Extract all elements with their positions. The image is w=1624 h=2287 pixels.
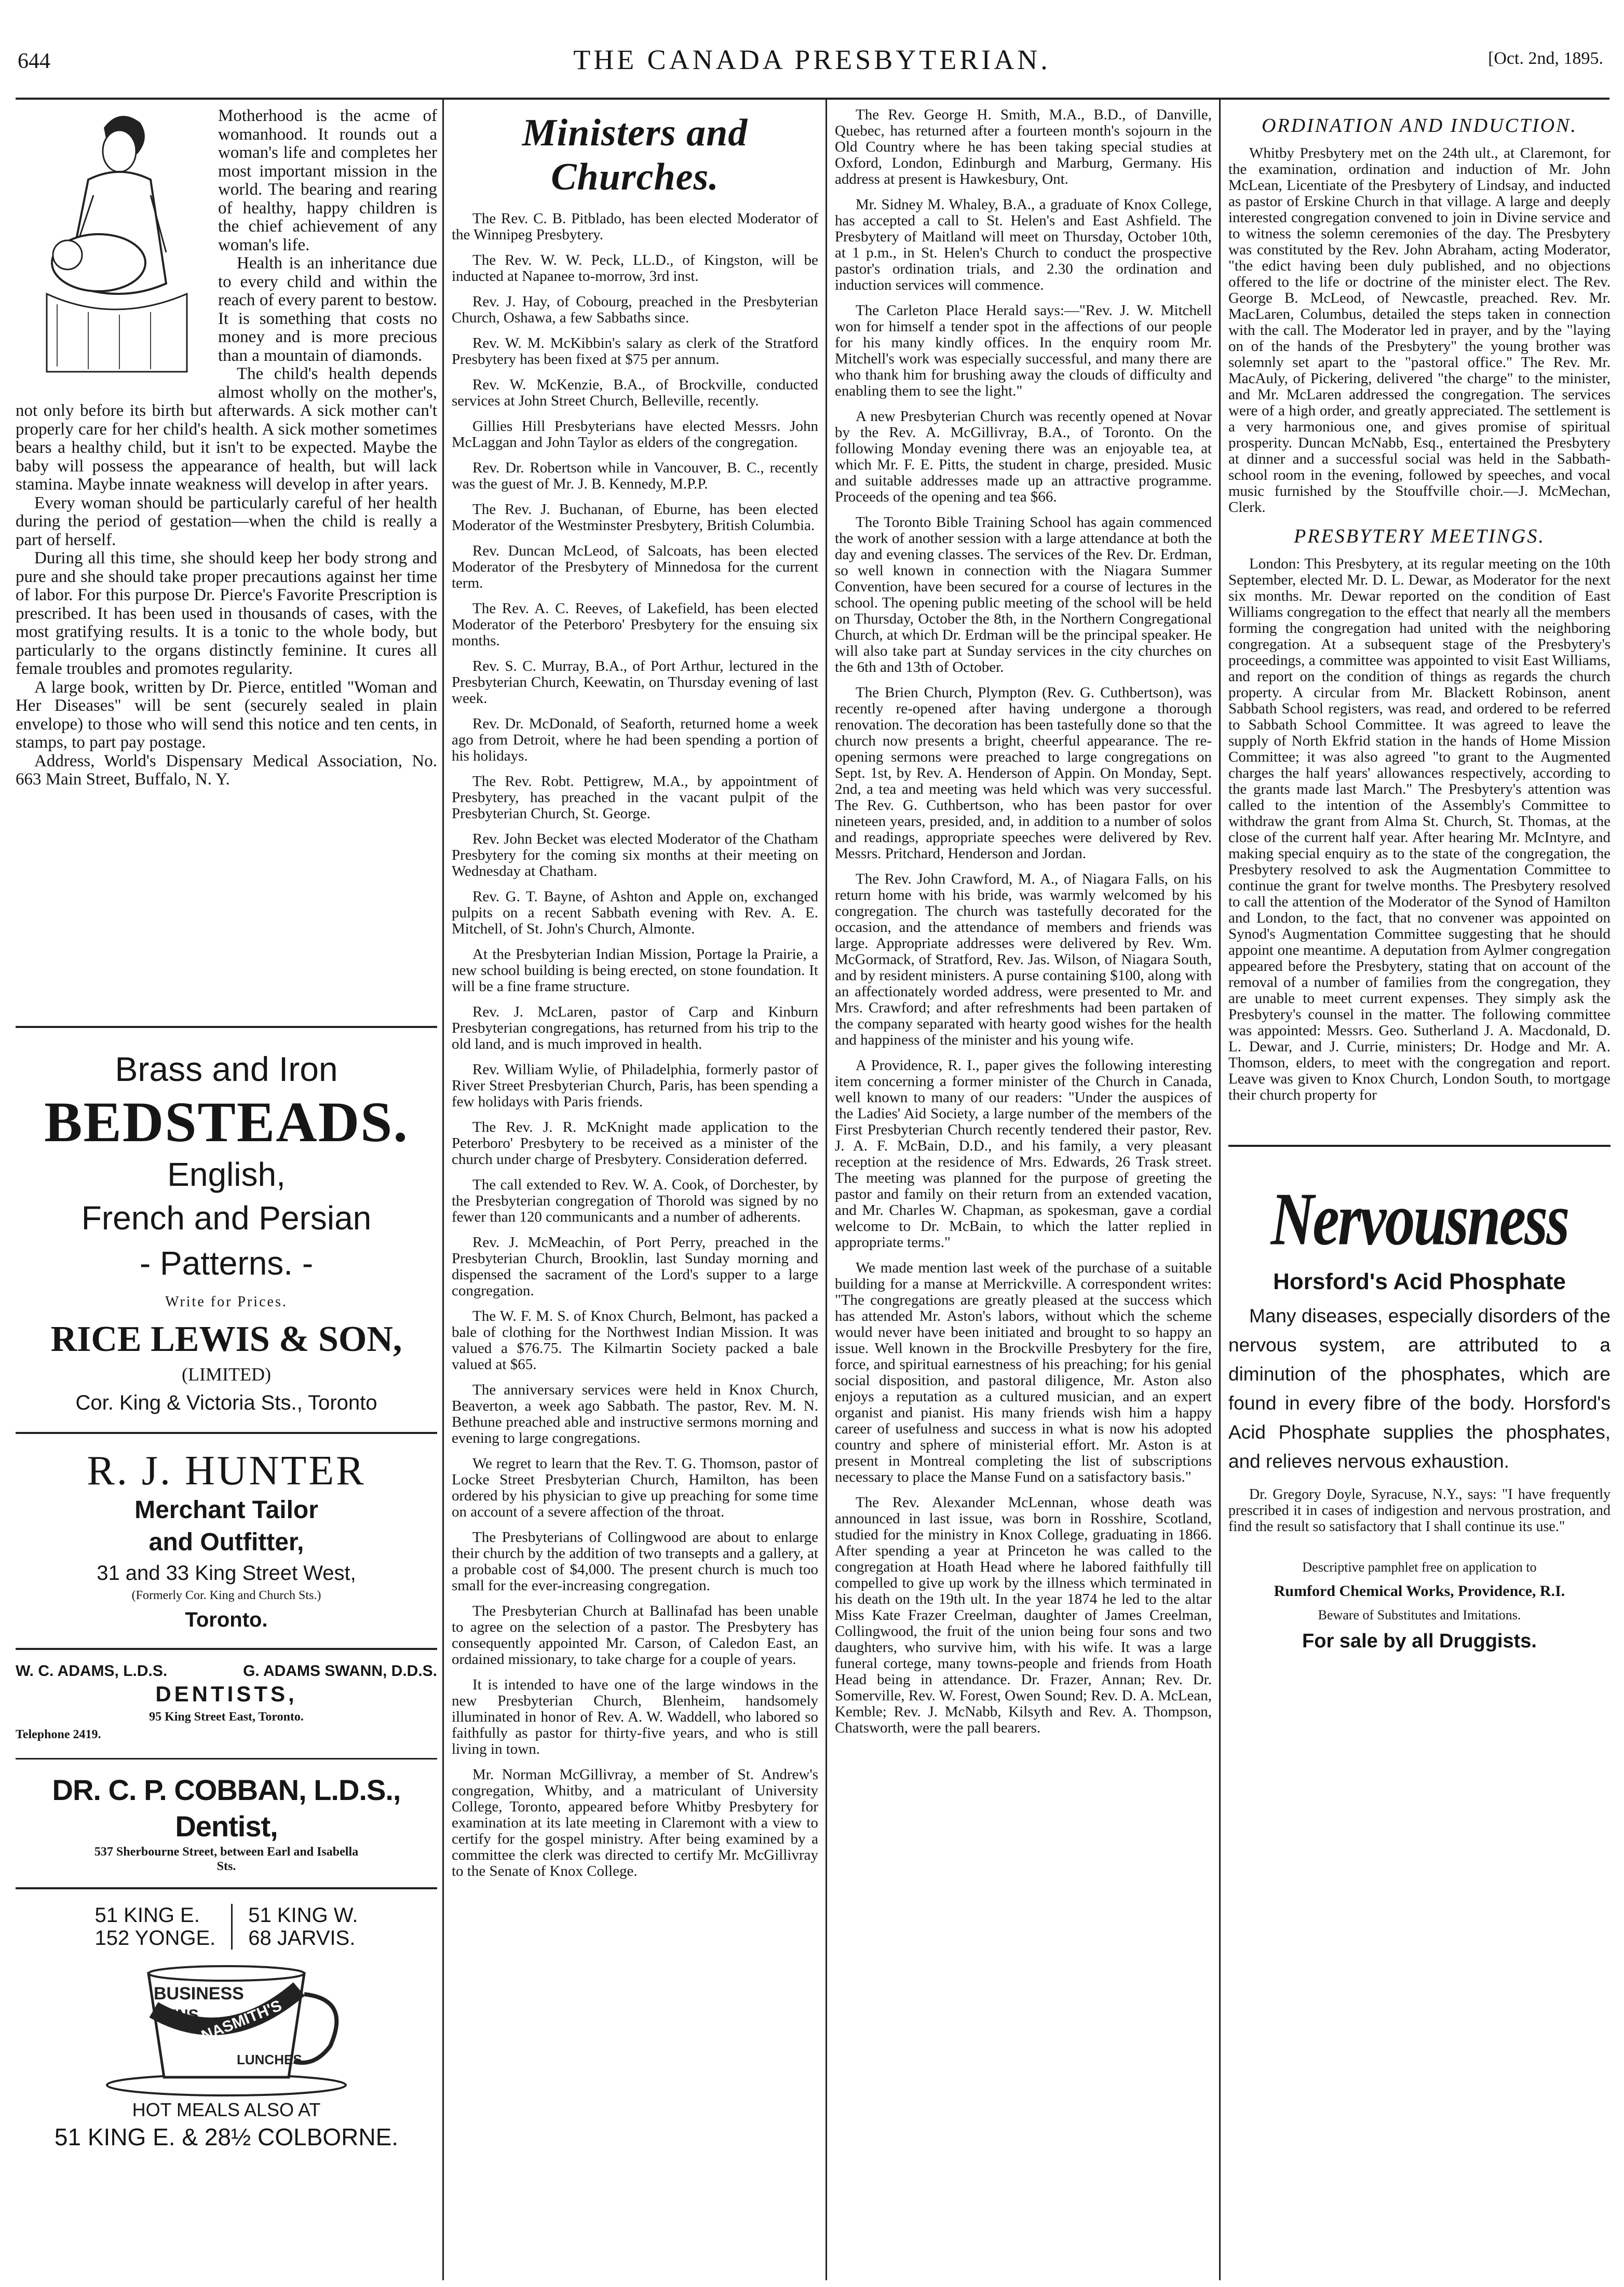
ad-paragraph: Address, World's Dispensary Medical Association, No. 663 Main Street, Buffalo, N. Y.	[16, 751, 437, 789]
church-news-column	[835, 107, 1212, 2277]
cobban-line-2: 537 Sherbourne Street, between Earl and Isabella Sts.	[94, 1845, 359, 1873]
news-item: Rev. John Becket was elected Moderator of the Chatham Presbytery for the coming six months at their meeting on Wednesday at Chatham.	[452, 831, 818, 879]
ad-paragraph: Health is an inheritance due to every child and within the reach of every parent to bestow. It is something that costs no money and is more precious than a mountain of diamonds.	[218, 254, 437, 365]
news-item: The Rev. Alexander McLennan, whose death was announced in last issue, was born in Rosshire, Scotland, studied for the ministry in Knox College, graduating in 1866. After spending a year at Princeton he was called to the congregation at Hoath Head where he labored faithfully till compelled to give up work by the illness which terminated in his death on the 19th ult. In the year 1874 he led to the altar Miss Kate Frazer Creelman, daughter of James Creelman, Collingwood, the fruit of the union being four sons and two daughters, who survive him, with his wife. It was a large funeral cortege, many towns-people and friends from Hoath Head being in attendance. Dr. Frazer, Annan; Rev. Dr. Somerville, Rev. W. Forest, Owen Sound; Rev. D. A. McLean, Kemble; Rev. J. McNabb, Kilsyth and Rev. A. Thompson, Chatsworth, were the pall bearers.	[835, 1494, 1212, 1736]
horsford-footer-2: Rumford Chemical Works, Providence, R.I.	[1274, 1582, 1565, 1600]
horsford-title: Nervousness	[1270, 1178, 1568, 1261]
news-item: A Providence, R. I., paper gives the following interesting item concerning a former minister of the Church in Canada, well known to many of our readers: "Under the auspices of the Ladies' Aid Society, a large number of the members of the First Presbyterian Church recently tendered their pastor, Rev. J. A. F. McBain, D.D., and his family, a very pleasant reception at the residence of Mrs. Edwards, 26 Trask street. The meeting was planned for the purpose of greeting the pastor and family on their return from an extended vacation, and Mr. Charles W. Chapman, as spokesman, gave a cordial welcome to Dr. McBain, to which the latter replied in appropriate terms."	[835, 1057, 1212, 1251]
ad-rule	[1228, 1145, 1611, 1147]
page-header	[0, 0, 1624, 104]
news-item: The call extended to Rev. W. A. Cook, of Dorchester, by the Presbyterian congregation of Thorold was signed by no fewer than 120 communicants and a number of adherents.	[452, 1176, 818, 1225]
hunter-advertisement	[16, 1447, 437, 1636]
nasmith-address-1: 51 KING E.	[94, 1904, 200, 1927]
nasmith-line-2: 51 KING E. & 28½ COLBORNE.	[54, 2123, 399, 2150]
news-item: A new Presbyterian Church was recently opened at Novar by the Rev. A. McGillivray, B.A., of Toronto. On the following Monday evening there was an enjoyable tea, at which Mr. F. E. Pitts, the student in charge, presided. Music and suitable addresses made up an attractive programme. Proceeds of the opening and tea $66.	[835, 408, 1212, 505]
nasmith-address-4: 68 JARVIS.	[248, 1927, 356, 1950]
ad-paragraph: The child's health depends almost wholly on the mother's, not only before its birth but afterwards. A sick mother can't properly care for her child's health. A sick mother sometimes bears a healthy child, but it isn't to be expected. Maybe the baby will possess the appearance of health, but will lack stamina. Maybe innate weakness will develop in after years.	[16, 364, 437, 494]
ordination-heading: ORDINATION AND INDUCTION.	[1261, 115, 1578, 137]
bedsteads-line-5: - Patterns. -	[139, 1244, 314, 1282]
news-item: We regret to learn that the Rev. T. G. Thomson, pastor of Locke Street Presbyterian Church, Hamilton, has been ordered by his physician to give up preaching for some time on account of a severe affection of the throat.	[452, 1455, 818, 1520]
horsford-advertisement	[1228, 1178, 1611, 1655]
issue-date: [Oct. 2nd, 1895.	[1488, 49, 1603, 68]
dentists-title: DENTISTS,	[155, 1682, 297, 1706]
news-item: The Rev. W. W. Peck, LL.D., of Kingston, will be inducted at Napanee to-morrow, 3rd inst.	[452, 252, 818, 285]
ad-rule	[16, 1758, 437, 1760]
news-item: Rev. W. M. McKibbin's salary as clerk of the Stratford Presbytery has been fixed at $75 per annum.	[452, 335, 818, 368]
news-item: The Toronto Bible Training School has again commenced the work of another session with a large attendance at both the day and evening classes. The services of the Rev. Dr. Erdman, so well known in connection with the Niagara Summer Convention, have been secured for a course of lectures in the school. The opening public meeting of the school will be held on Thursday, October the 8th, in the Northern Congregational Church, at which Dr. Erdman will be the principal speaker. He will also take part at Sunday services in the city churches on the 6th and 13th of October.	[835, 514, 1212, 675]
news-item: Rev. W. McKenzie, B.A., of Brockville, conducted services at John Street Church, Belleville, recently.	[452, 376, 818, 409]
news-item: Mr. Norman McGillivray, a member of St. Andrew's congregation, Whitby, and a matriculant of University College, Toronto, appeared before Whitby Presbytery for examination at its late meeting in Claremont with a view to certify for the gospel ministry. After being examined by a committee the clerk was directed to certify Mr. McGillivray to the Senate of Knox College.	[452, 1766, 818, 1879]
hunter-line-3: and Outfitter,	[148, 1528, 304, 1556]
dentist-name-1: W. C. ADAMS, L.D.S.	[16, 1662, 168, 1680]
section-heading: Ministers and Churches.	[522, 112, 748, 198]
horsford-body: Many diseases, especially disorders of the nervous system, are attributed to a diminution of the phosphates, which are found in every fibre of the body. Horsford's Acid Phosphate supplies the phosphates, and relieves nervous exhaustion.	[1228, 1305, 1611, 1472]
hunter-line-6: Toronto.	[185, 1608, 268, 1631]
ad-paragraph: Motherhood is the acme of womanhood. It rounds out a woman's life and completes her most important mission in the world. The bearing and rearing of healthy, happy children is the chief achievement of any woman's life.	[218, 107, 437, 254]
presbytery-meetings-report: London: This Presbytery, at its regular meeting on the 10th September, elected Mr. D. L. Dewar, as Moderator for the next six months. Mr. Dewar reported on the condition of East Williams congregation to the effect that nearly all the members forming the congregation had united with the neighboring congregation. At a subsequent stage of the Presbytery's proceedings, a committee was appointed to visit East Williams, and report on the condition of things as regards the church property. A circular from Mr. Blackett Robinson, anent Sabbath School registers, was read, and ordered to be referred to Sabbath School Committee. It was agreed to leave the supply of North Ekfrid station in the hands of Home Mission Committee; it was also agreed "to grant to the Augmented charges the half years' allowances respectively, according to the grants made last March." The Presbytery's attention was called to the intention of the Assembly's Committee to withdraw the grant from Alma St. Church, St. Thomas, at the close of the current half year. After hearing Mr. McIntyre, and making special enquiry as to the state of the congregation, the Presbytery resolved to ask the Augmentation Committee to continue the grant for twelve months. The Presbytery resolved to call the attention of the Moderator of the Synod of Hamilton and London, to the fact, that no convener was appointed on Synod's Augmentation Committee suggesting that he should appoint one meantime. A deputation from Aylmer congregation appeared before the Presbytery, stating that on account of the removal of a number of families from the congregation, they are unable to meet current expenses. They simply ask the Presbytery's counsel in the matter. The following committee was appointed: Messrs. Geo. Sutherland J. A. Macdonald, D. L. Dewar, and J. Currie, ministers; Dr. Hodge and Mr. A. Thomson, elders, to meet with the congregation and report. Leave was given to Knox Church, London South, to mortgage their church property for	[1228, 556, 1611, 1103]
cup-text-3: NASMITH'S	[199, 1997, 285, 2045]
news-item: At the Presbyterian Indian Mission, Portage la Prairie, a new school building is being erected, on stone foundation. It will be a fine frame structure.	[452, 946, 818, 995]
news-item: Rev. Duncan McLeod, of Salcoats, has been elected Moderator of the Presbytery of Minnedosa for the current term.	[452, 543, 818, 591]
newspaper-title: THE CANADA PRESBYTERIAN.	[573, 44, 1051, 75]
ministers-and-churches-column	[452, 107, 818, 2277]
cobban-advertisement	[16, 1772, 437, 1874]
page-number: 644	[18, 49, 50, 73]
presbytery-column	[1228, 107, 1611, 2277]
ad-paragraph: Every woman should be particularly careful of her health during the period of gestation—when the child is really a part of herself.	[16, 493, 437, 549]
nasmith-address-3: 51 KING W.	[248, 1904, 358, 1927]
horsford-testimonial: Dr. Gregory Doyle, Syracuse, N.Y., says: "I have frequently prescribed it in cases of indigestion and nervous prostration, and find the result so satisfactory that I shall continue its use."	[1228, 1486, 1611, 1535]
bedsteads-line-4: French and Persian	[81, 1199, 372, 1237]
nasmith-line-1: HOT MEALS ALSO AT	[132, 2099, 321, 2120]
cup-text-1: BUSINESS	[154, 1984, 244, 2004]
news-item: The Rev. Robt. Pettigrew, M.A., by appointment of Presbytery, has preached in the vacant pulpit of the Presbyterian Church, St. George.	[452, 773, 818, 822]
horsford-footer-1: Descriptive pamphlet free on application to	[1302, 1560, 1537, 1575]
news-item: The Rev. John Crawford, M. A., of Niagara Falls, on his return home with his bride, was warmly welcomed by his congregation. The church was tastefully decorated for the occasion, and the attendance of members and friends was large. Appropriate addresses were delivered by Rev. Wm. McGormack, of Stratford, Rev. Jas. Wilson, of Niagara South, and by resident ministers. A purse containing $100, along with an affectionately worded address, were presented to Mr. and Mrs. Crawford; and after refreshments had been partaken of the company separated with hearty good wishes for the health and happiness of the minister and his young wife.	[835, 871, 1212, 1048]
ordination-report: Whitby Presbytery met on the 24th ult., at Claremont, for the examination, ordination and induction of Mr. John McLean, Licentiate of the Presbytery of Lindsay, and inducted as pastor of Erskine Church in that village. A large and deeply interested congregation convened to join in Divine service and to witness the solemn ceremonies of the day. The Presbytery was constituted by the Rev. John Abraham, acting Moderator, "the edict having been duly published, and no objections offered to the life or doctrine of the minister elect. The Rev. George B. McLeod, of Newcastle, preached. Rev. Mr. MacLaren, Columbus, detailed the steps taken in connection with the call. The Moderator led in prayer, and by the "laying on of the hands of the Presbytery" the young brother was solemnly set apart to the "pastoral office." The Rev. Mr. MacAuly, of Pickering, delivered "the charge" to the minister, and Mr. McLaren addressed the congregation. The services were of a high order, and greatly appreciated. The settlement is a very harmonious one, and gives promise of spiritual prosperity. Duncan McNabb, Esq., entertained the Presbytery at dinner and a successful social was held in the Sabbath-school room in the evening, followed by speeches, and vocal music furnished by the Stouffville choir.—J. McMechan, Clerk.	[1228, 145, 1611, 516]
ad-rule	[16, 1026, 437, 1028]
bedsteads-line-2: BEDSTEADS.	[44, 1090, 409, 1154]
news-item: The Presbyterians of Collingwood are about to enlarge their church by the addition of two transepts and a gallery, at a probable cost of $4,000. The present church is much too small for the ever-increasing congregation.	[452, 1529, 818, 1594]
cup-text-2: MENS	[154, 2007, 199, 2024]
news-item: Rev. William Wylie, of Philadelphia, formerly pastor of River Street Presbyterian Church, Paris, has been spending a few holidays with Paris friends.	[452, 1061, 818, 1110]
news-item: The Rev. J. R. McKnight made application to the Peterboro' Presbytery to be received as a minister of the church under charge of Presbytery. Consideration deferred.	[452, 1119, 818, 1168]
news-item: The Rev. George H. Smith, M.A., B.D., of Danville, Quebec, has returned after a fourteen month's sojourn in the Old Country where he has been taking special studies at Oxford, London, Edinburgh and Marburg, Germany. His address at present is Hawkesbury, Ont.	[835, 107, 1212, 187]
news-item: The Brien Church, Plympton (Rev. G. Cuthbertson), was recently re-opened after having undergone a thorough renovation. The decoration has been tastefully done so that the church now presents a bright, cheerful appearance. The re-opening sermons were preached to large congregations on Sept. 1st, by Rev. A. Henderson of Appin. On Monday, Sept. 2nd, a tea and meeting was held which was very successful. The Rev. G. Cuthbertson, who has been pastor for over nineteen years, presided, and, in addition to a number of solos and readings, appropriate speeches were delivered by Rev. Messrs. Pritchard, Henderson and Jordan.	[835, 684, 1212, 862]
dentist-name-2: G. ADAMS SWANN, D.D.S.	[243, 1662, 437, 1680]
ad-paragraph: A large book, written by Dr. Pierce, entitled "Woman and Her Diseases" will be sent (securely sealed in plain envelope) to those who will send this notice and ten cents, in stamps, to part pay postage.	[16, 678, 437, 752]
news-item: Rev. G. T. Bayne, of Ashton and Apple on, exchanged pulpits on a recent Sabbath evening with Rev. A. E. Mitchell, of St. John's Church, Almonte.	[452, 888, 818, 937]
news-item: The Rev. J. Buchanan, of Eburne, has been elected Moderator of the Westminster Presbytery, British Columbia.	[452, 501, 818, 534]
bedsteads-line-7: RICE LEWIS & SON,	[50, 1319, 402, 1359]
news-item: Rev. J. McMeachin, of Port Perry, preached in the Presbyterian Church, Brooklin, last Sunday morning and dispensed the sacrament of the Lord's supper to a large congregation.	[452, 1234, 818, 1299]
ad-rule	[16, 1432, 437, 1434]
column-rule-2	[825, 100, 827, 2280]
bedsteads-line-9: Cor. King & Victoria Sts., Toronto	[75, 1391, 377, 1414]
advertisement-column	[16, 107, 437, 2282]
bedsteads-line-8: (LIMITED)	[182, 1364, 271, 1385]
dentists-advertisement	[16, 1662, 437, 1743]
bedsteads-line-6: Write for Prices.	[165, 1294, 288, 1310]
presbytery-meetings-heading: PRESBYTERY MEETINGS.	[1294, 525, 1545, 547]
news-item: Rev. S. C. Murray, B.A., of Port Arthur, lectured in the Presbyterian Church, Keewatin, on Thursday evening of last week.	[452, 658, 818, 707]
news-item: The anniversary services were held in Knox Church, Beaverton, a week ago Sabbath. The pastor, Rev. M. N. Bethune preached able and instructive sermons morning and evening to large congregations.	[452, 1382, 818, 1446]
bedsteads-advertisement	[16, 1047, 437, 1418]
news-item: The Rev. C. B. Pitblado, has been elected Moderator of the Winnipeg Presbytery.	[452, 210, 818, 243]
ad-paragraph: During all this time, she should keep her body strong and pure and she should take proper precautions against her time of labor. For this purpose Dr. Pierce's Favorite Prescription is prescribed. It has been used in thousands of cases, with the most gratifying results. It is a tonic to the whole body, but particularly to the organs distinctly feminine. It cures all female troubles and promotes regularity.	[16, 549, 437, 678]
cobban-line-1: DR. C. P. COBBAN, L.D.S., Dentist,	[52, 1774, 401, 1843]
column-rule-1	[442, 100, 444, 2280]
nasmith-advertisement	[16, 1904, 437, 2152]
news-item: The Presbyterian Church at Ballinafad has been unable to agree on the selection of a pastor. The Presbytery has consequently appointed Mr. Carson, of Caledon East, an ordained missionary, to take charge for a couple of years.	[452, 1603, 818, 1668]
news-item: Mr. Sidney M. Whaley, B.A., a graduate of Knox College, has accepted a call to St. Helen's and East Ashfield. The Presbytery of Maitland will meet on Thursday, October 10th, at 1 p.m., in St. Helen's Church to conduct the prospective pastor's ordination trials, and 2.30 the ordination and induction services will commence.	[835, 196, 1212, 293]
news-item: We made mention last week of the purchase of a suitable building for a manse at Merrickville. A correspondent writes: "The congregations are greatly pleased at the success which has attended Mr. Aston's labors, without which the scheme would never have been initiated and brought to so happy an issue. Well known in the Brockville Presbytery for the fire, force, and spiritual earnestness of his preaching; for his genial social disposition, and pastoral diligence, Mr. Aston also enjoys a reputation as a cultured musician, and an expert organist and pianist. His many friends wish him a happy career of usefulness and success in what is now his adopted country and sphere of ministerial effort. Mr. Aston is at present in Montreal completing the list of subscriptions necessary to place the Manse Fund on a satisfactory basis."	[835, 1260, 1212, 1485]
motherhood-advertisement	[16, 107, 437, 1005]
news-item: The Carleton Place Herald says:—"Rev. J. W. Mitchell won for himself a tender spot in the affections of our people for his many kindly offices. In the enquiry room Mr. Mitchell's work was especially successful, and many there are who thank him for brushing away the clouds of difficulty and enabling them to see the light."	[835, 302, 1212, 399]
hunter-line-2: Merchant Tailor	[134, 1496, 318, 1524]
nasmith-address-2: 152 YONGE.	[94, 1927, 216, 1950]
hunter-line-4: 31 and 33 King Street West,	[97, 1562, 356, 1585]
horsford-footer-3: Beware of Substitutes and Imitations.	[1318, 1607, 1521, 1622]
ad-rule	[16, 1648, 437, 1650]
cup-text-4: LUNCHES	[237, 2052, 302, 2067]
news-item: Rev. Dr. Robertson while in Vancouver, B. C., recently was the guest of Mr. J. B. Kennedy, M.P.P.	[452, 459, 818, 492]
column-rule-3	[1219, 100, 1221, 2280]
horsford-subtitle: Horsford's Acid Phosphate	[1273, 1269, 1566, 1294]
bedsteads-line-3: English,	[167, 1156, 286, 1193]
horsford-footer-4: For sale by all Druggists.	[1302, 1630, 1537, 1652]
news-item: Rev. J. McLaren, pastor of Carp and Kinburn Presbyterian congregations, has returned from his trip to the old land, and is much improved in health.	[452, 1004, 818, 1052]
news-item: Rev. Dr. McDonald, of Seaforth, returned home a week ago from Detroit, where he had been spending a portion of his holidays.	[452, 715, 818, 764]
news-item: The W. F. M. S. of Knox Church, Belmont, has packed a bale of clothing for the Northwest Indian Mission. It was valued a $76.75. The Kilmartin Society packed a bale valued at $65.	[452, 1308, 818, 1373]
ad-rule	[16, 1887, 437, 1889]
news-item: Rev. J. Hay, of Cobourg, preached in the Presbyterian Church, Oshawa, a few Sabbaths since.	[452, 293, 818, 326]
lunch-cup-illustration	[81, 1953, 372, 2098]
header-rule	[16, 98, 1609, 100]
hunter-line-1: R. J. HUNTER	[87, 1448, 366, 1494]
news-item: It is intended to have one of the large windows in the new Presbyterian Church, Blenheim, handsomely illuminated in honor of Rev. A. W. Waddell, who labored so faithfully as pastor for thirty-five years, and who is still living in town.	[452, 1676, 818, 1757]
bedsteads-line-1: Brass and Iron	[115, 1050, 338, 1088]
dentists-telephone: Telephone 2419.	[16, 1728, 101, 1741]
dentists-address: 95 King Street East, Toronto.	[149, 1710, 304, 1724]
news-item: The Rev. A. C. Reeves, of Lakefield, has been elected Moderator of the Peterboro' Presbytery for the ensuing six months.	[452, 600, 818, 649]
news-item: Gillies Hill Presbyterians have elected Messrs. John McLaggan and John Taylor as elders of the congregation.	[452, 418, 818, 451]
hunter-line-5: (Formerly Cor. King and Church Sts.)	[131, 1589, 321, 1602]
